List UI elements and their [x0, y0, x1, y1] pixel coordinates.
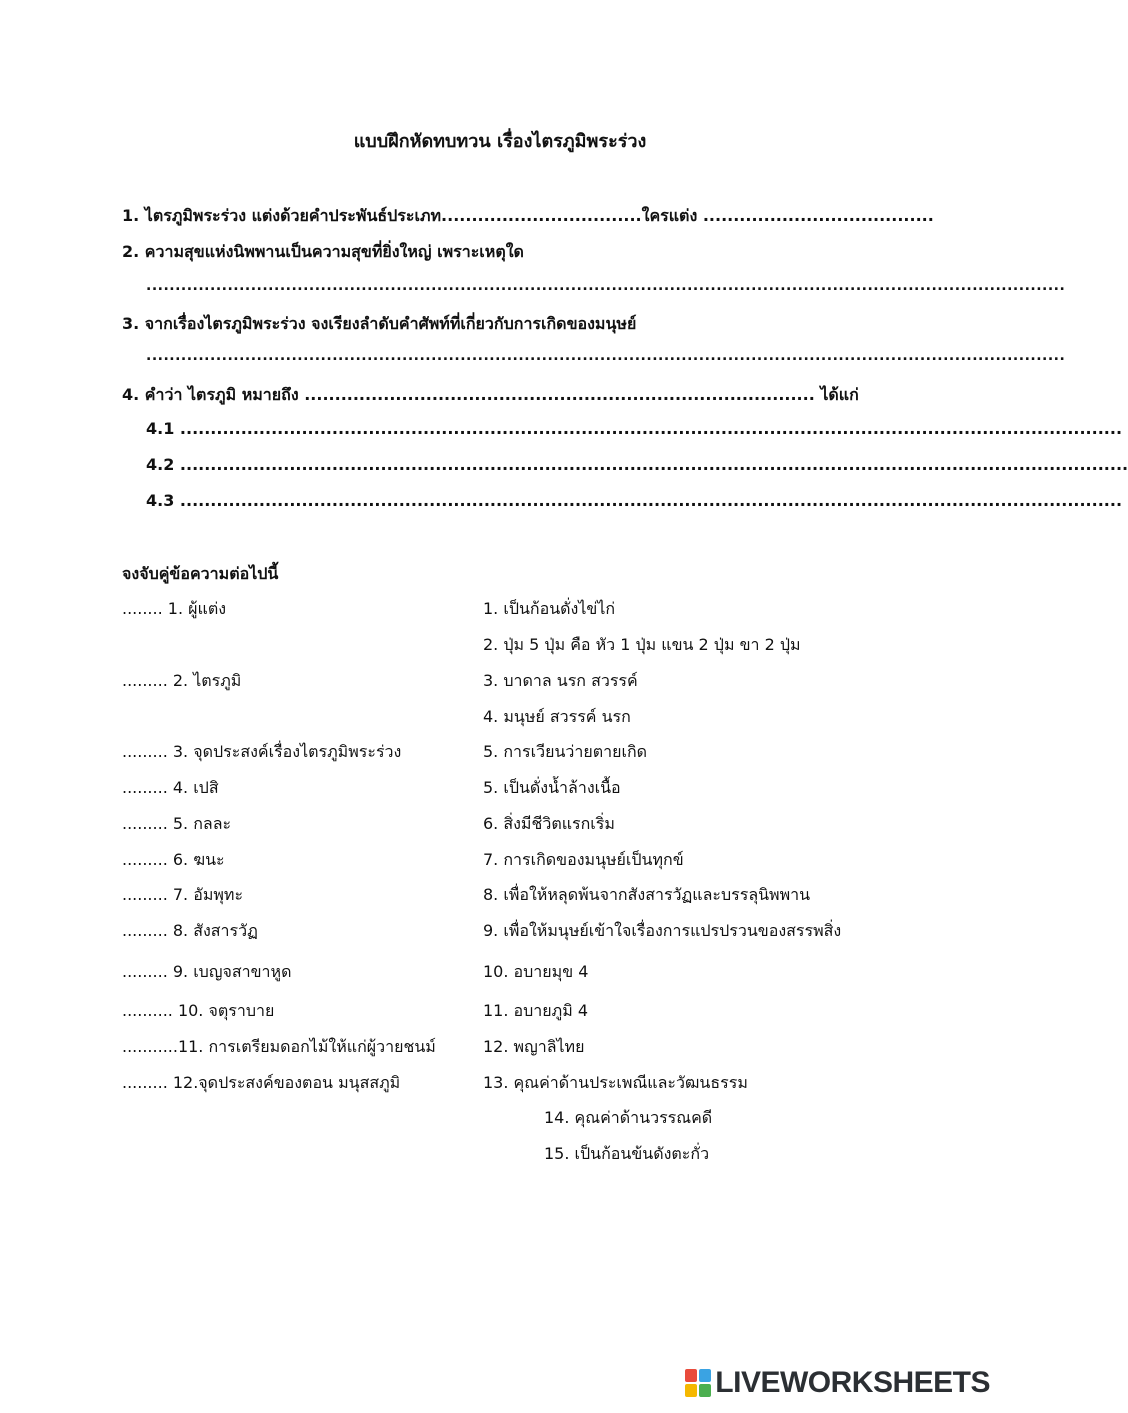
- question-2: 2. ความสุขแห่งนิพพานเป็นความสุขที่ยิ่งใหญ่ เพราะเหตุใด: [122, 242, 524, 261]
- logo-square-yellow: [685, 1384, 697, 1397]
- match-right-item: 3. บาดาล นรก สวรรค์: [483, 671, 638, 690]
- answer-line-4-3[interactable]: 4.3 ...........................................................................................................................................................: [146, 491, 1123, 510]
- match-left-item[interactable]: ......... 2. ไตรภูมิ: [122, 671, 242, 690]
- match-left-item[interactable]: ......... 7. อัมพุทะ: [122, 885, 244, 904]
- logo-square-red: [685, 1369, 697, 1382]
- question-4: 4. คำว่า ไตรภูมิ หมายถึง .................................................................................... ได้แก่: [122, 385, 859, 404]
- match-right-item: 11. อบายภูมิ 4: [483, 1001, 589, 1020]
- match-right-item: 5. เป็นดั่งน้ำล้างเนื้อ: [483, 778, 621, 797]
- match-right-item: 15. เป็นก้อนข้นดังตะกั่ว: [544, 1144, 710, 1163]
- match-right-item: 13. คุณค่าด้านประเพณีและวัฒนธรรม: [483, 1073, 748, 1092]
- liveworksheets-logo-icon: [685, 1369, 711, 1397]
- logo-text: LIVEWORKSHEETS: [715, 1366, 990, 1399]
- match-right-item: 5. การเวียนว่ายตายเกิด: [483, 742, 648, 761]
- match-left-item[interactable]: ......... 12.จุดประสงค์ของตอน มนุสสภูมิ: [122, 1073, 401, 1092]
- match-right-item: 4. มนุษย์ สวรรค์ นรก: [483, 707, 631, 726]
- match-left-item[interactable]: ......... 4. เปสิ: [122, 778, 219, 797]
- question-1: 1. ไตรภูมิพระร่วง แต่งด้วยคำประพันธ์ประเภท.................................ใครแต่ง ......................................: [122, 206, 934, 225]
- answer-line-4-2[interactable]: 4.2 ............................................................................................................................................................: [146, 455, 1128, 474]
- question-3: 3. จากเรื่องไตรภูมิพระร่วง จงเรียงลำดับคำศัพท์ที่เกี่ยวกับการเกิดของมนุษย์: [122, 314, 637, 333]
- match-right-item: 9. เพื่อให้มนุษย์เข้าใจเรื่องการแปรปรวนของสรรพสิ่ง: [483, 921, 842, 940]
- match-right-item: 10. อบายมุข 4: [483, 962, 589, 981]
- answer-line-4-1[interactable]: 4.1 ...........................................................................................................................................................: [146, 419, 1123, 438]
- matching-heading: จงจับคู่ข้อความต่อไปนี้: [122, 564, 279, 583]
- match-right-item: 8. เพื่อให้หลุดพ้นจากสังสารวัฏและบรรลุนิพพาน: [483, 885, 811, 904]
- match-left-item[interactable]: ......... 9. เบญจสาขาหูด: [122, 962, 292, 981]
- match-left-item[interactable]: ........ 1. ผู้แต่ง: [122, 599, 227, 618]
- match-right-item: 1. เป็นก้อนดั่งไข่ไก่: [483, 599, 616, 618]
- match-right-item: 6. สิ่งมีชีวิตแรกเริ่ม: [483, 814, 615, 833]
- logo-square-blue: [699, 1369, 711, 1382]
- liveworksheets-logo[interactable]: [685, 1363, 990, 1403]
- answer-line-3[interactable]: ..............................................................................................................................................................: [146, 348, 1066, 364]
- match-left-item[interactable]: .......... 10. จตุราบาย: [122, 1001, 275, 1020]
- match-right-item: 7. การเกิดของมนุษย์เป็นทุกข์: [483, 850, 684, 869]
- match-left-item[interactable]: ......... 8. สังสารวัฏ: [122, 921, 258, 940]
- page-title: แบบฝึกหัดทบทวน เรื่องไตรภูมิพระร่วง: [353, 131, 647, 152]
- match-right-item: 2. ปุ่ม 5 ปุ่ม คือ หัว 1 ปุ่ม แขน 2 ปุ่ม ขา 2 ปุ่ม: [483, 635, 801, 654]
- match-right-item: 14. คุณค่าด้านวรรณคดี: [544, 1108, 713, 1127]
- match-left-item[interactable]: ......... 6. ฆนะ: [122, 850, 225, 869]
- logo-square-green: [699, 1384, 711, 1397]
- match-left-item[interactable]: ...........11. การเตรียมดอกไม้ให้แก่ผู้วายชนม์: [122, 1037, 436, 1056]
- match-left-item[interactable]: ......... 3. จุดประสงค์เรื่องไตรภูมิพระร่วง: [122, 742, 402, 761]
- match-left-item[interactable]: ......... 5. กลละ: [122, 814, 232, 833]
- match-right-item: 12. พญาลิไทย: [483, 1037, 585, 1056]
- answer-line-2[interactable]: ..............................................................................................................................................................: [146, 278, 1066, 294]
